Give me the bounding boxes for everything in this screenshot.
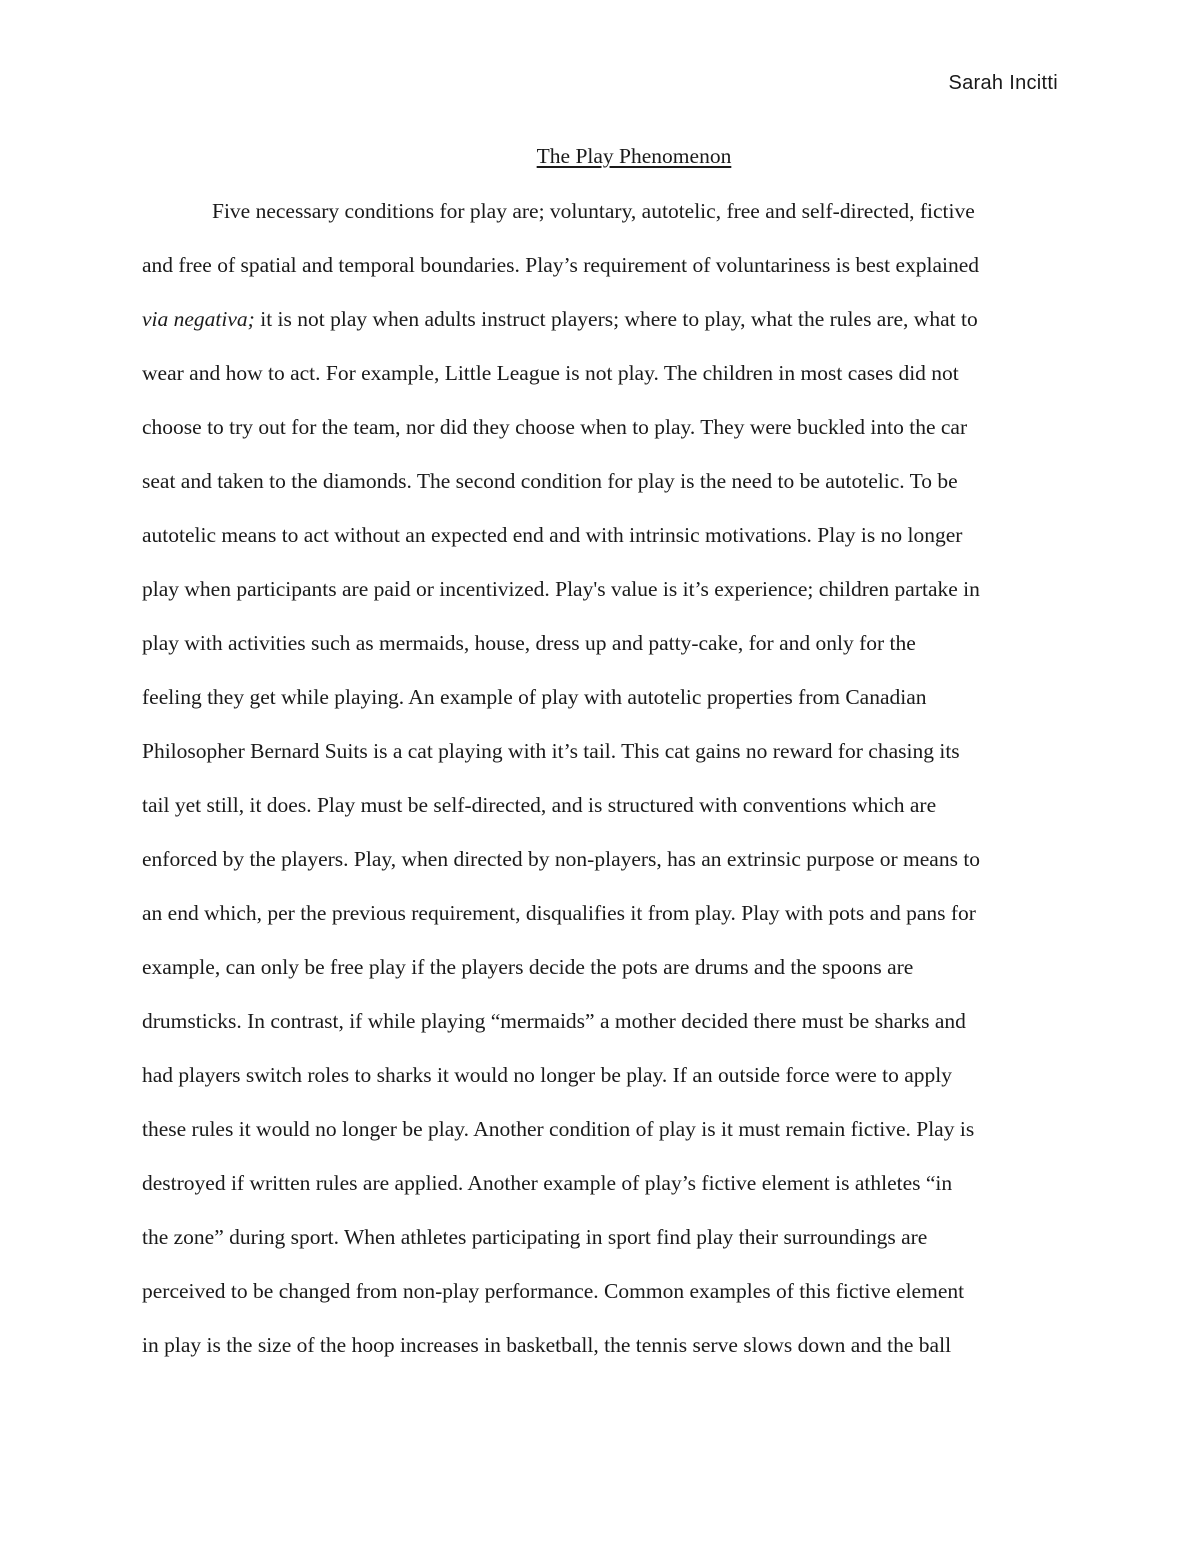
text-line: play with activities such as mermaids, house, dress up and patty-cake, for and only for the: [142, 631, 916, 655]
document-title: The Play Phenomenon: [536, 144, 732, 168]
text-line: enforced by the players. Play, when directed by non-players, has an extrinsic purpose or means to: [142, 847, 981, 871]
body-paragraph: [142, 184, 1102, 1372]
text-line: in play is the size of the hoop increases in basketball, the tennis serve slows down and the ball: [142, 1333, 952, 1357]
text-line-rest: it is not play when adults instruct players; where to play, what the rules are, what to: [260, 307, 978, 331]
author-header: Sarah Incitti: [948, 72, 1058, 94]
italic-phrase: via negativa;: [142, 307, 255, 331]
text-line: play when participants are paid or incentivized. Play's value is it’s experience; children partake in: [142, 577, 980, 601]
text-line: perceived to be changed from non-play performance. Common examples of this fictive element: [142, 1279, 965, 1303]
text-line: drumsticks. In contrast, if while playing “mermaids” a mother decided there must be sharks and: [142, 1009, 966, 1033]
text-line: example, can only be free play if the players decide the pots are drums and the spoons are: [142, 955, 914, 979]
text-line: destroyed if written rules are applied. Another example of play’s fictive element is athletes “in: [142, 1171, 953, 1195]
text-line: had players switch roles to sharks it would no longer be play. If an outside force were to apply: [142, 1063, 953, 1087]
text-line: seat and taken to the diamonds. The second condition for play is the need to be autotelic. To be: [142, 469, 958, 493]
text-line: these rules it would no longer be play. Another condition of play is it must remain fictive. Play is: [142, 1117, 975, 1141]
text-line: feeling they get while playing. An example of play with autotelic properties from Canadian: [142, 685, 927, 709]
text-line: the zone” during sport. When athletes participating in sport find play their surroundings are: [142, 1225, 928, 1249]
text-line: Five necessary conditions for play are; voluntary, autotelic, free and self-directed, fictive: [212, 199, 975, 223]
text-line: wear and how to act. For example, Little League is not play. The children in most cases did not: [142, 361, 959, 385]
text-line: choose to try out for the team, nor did they choose when to play. They were buckled into the car: [142, 415, 968, 439]
text-line: Philosopher Bernard Suits is a cat playing with it’s tail. This cat gains no reward for chasing its: [142, 739, 960, 763]
text-line: autotelic means to act without an expected end and with intrinsic motivations. Play is no longer: [142, 523, 963, 547]
text-line: an end which, per the previous requirement, disqualifies it from play. Play with pots and pans for: [142, 901, 976, 925]
text-line: [142, 292, 1102, 346]
text-line: and free of spatial and temporal boundaries. Play’s requirement of voluntariness is best explained: [142, 253, 980, 277]
text-line: tail yet still, it does. Play must be self-directed, and is structured with conventions which are: [142, 793, 937, 817]
